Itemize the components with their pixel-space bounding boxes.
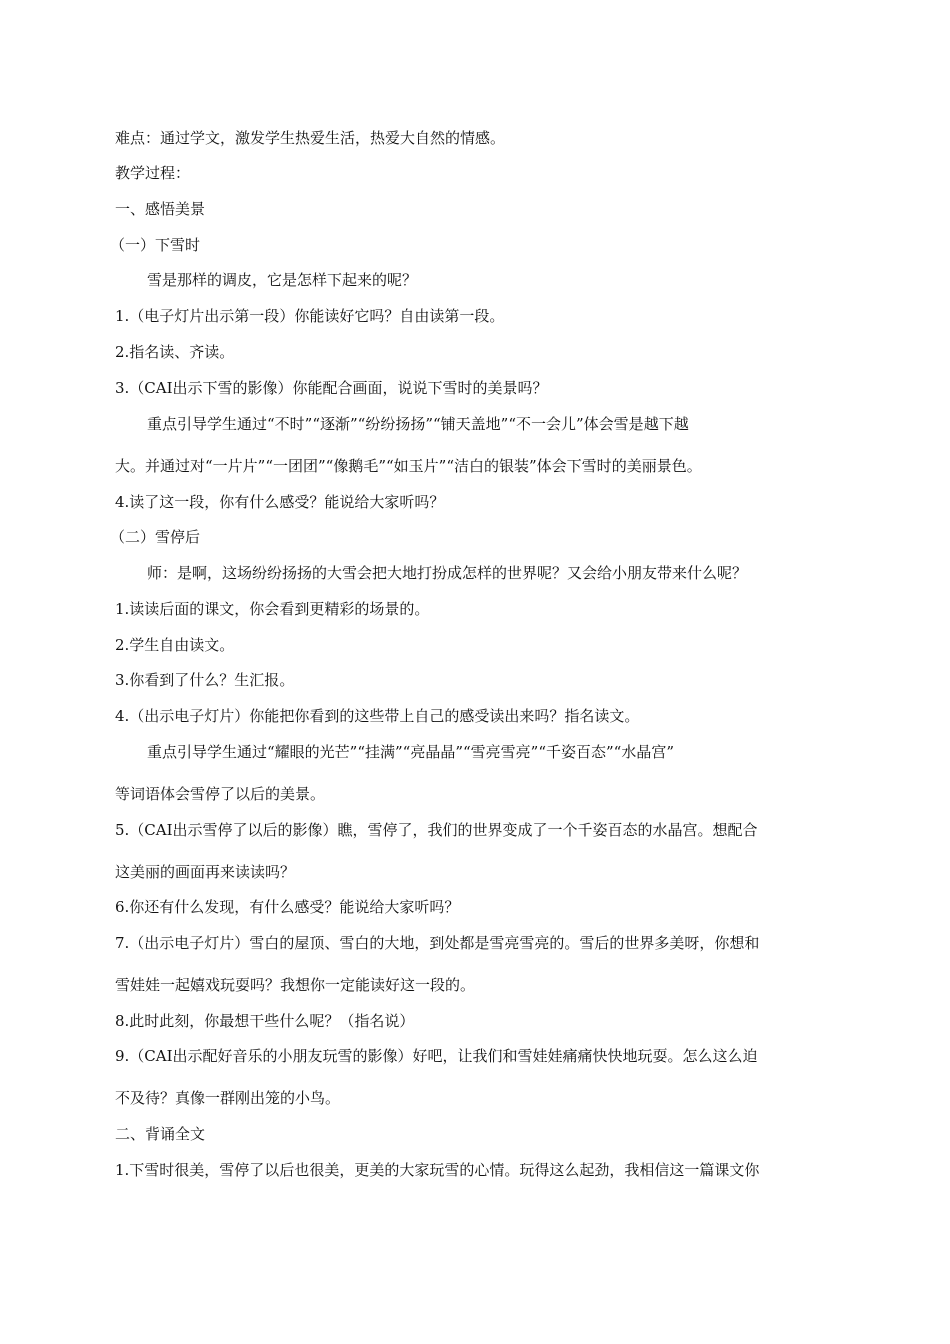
subsection-heading-1: （一）下雪时 — [110, 236, 201, 254]
text-line: 不及待？真像一群刚出笼的小鸟。 — [115, 1089, 341, 1107]
text-line-difficulty: 难点：通过学文，激发学生热爱生活，热爱大自然的情感。 — [115, 129, 506, 147]
section-heading-1: 一、感悟美景 — [115, 200, 206, 218]
text-line: 等词语体会雪停了以后的美景。 — [115, 785, 326, 803]
text-line: 重点引导学生通过“耀眼的光芒”“挂满”“亮晶晶”“雪亮雪亮”“千姿百态”“水晶宫” — [147, 743, 675, 761]
text-line: 雪娃娃一起嬉戏玩耍吗？我想你一定能读好这一段的。 — [115, 976, 476, 994]
text-line: 师：是啊，这场纷纷扬扬的大雪会把大地打扮成怎样的世界呢？又会给小朋友带来什么呢？ — [147, 564, 748, 582]
section-heading-2: 二、背诵全文 — [115, 1125, 206, 1143]
list-item: 1.读读后面的课文，你会看到更精彩的场景的。 — [115, 600, 430, 618]
list-item: 4.（出示电子灯片）你能把你看到的这些带上自己的感受读出来吗？指名读文。 — [115, 707, 640, 725]
list-item: 9.（CAI出示配好音乐的小朋友玩雪的影像）好吧，让我们和雪娃娃痛痛快快地玩耍。怎么这么迫 — [115, 1047, 758, 1065]
text-line: 这美丽的画面再来读读吗？ — [115, 863, 296, 881]
text-line-process-heading: 教学过程： — [115, 164, 191, 182]
list-item: 1.（电子灯片出示第一段）你能读好它吗？自由读第一段。 — [115, 307, 505, 325]
text-line: 重点引导学生通过“不时”“逐渐”“纷纷扬扬”“铺天盖地”“不一会儿”体会雪是越下越 — [147, 415, 689, 433]
list-item: 1.下雪时很美，雪停了以后也很美，更美的大家玩雪的心情。玩得这么起劲，我相信这一篇课文你 — [115, 1161, 760, 1179]
list-item: 2.指名读、齐读。 — [115, 343, 235, 361]
text-line: 雪是那样的调皮，它是怎样下起来的呢？ — [147, 271, 418, 289]
list-item: 3.你看到了什么？生汇报。 — [115, 671, 295, 689]
list-item: 3.（CAI出示下雪的影像）你能配合画面，说说下雪时的美景吗？ — [115, 379, 548, 397]
list-item: 4.读了这一段，你有什么感受？能说给大家听吗？ — [115, 493, 445, 511]
list-item: 8.此时此刻，你最想干些什么呢？（指名说） — [115, 1012, 415, 1030]
subsection-heading-2: （二）雪停后 — [110, 528, 201, 546]
list-item: 5.（CAI出示雪停了以后的影像）瞧，雪停了，我们的世界变成了一个千姿百态的水晶宫。想配合 — [115, 821, 758, 839]
list-item: 6.你还有什么发现，有什么感受？能说给大家听吗？ — [115, 898, 460, 916]
list-item: 7.（出示电子灯片）雪白的屋顶、雪白的大地，到处都是雪亮雪亮的。雪后的世界多美呀，你想和 — [115, 934, 760, 952]
list-item: 2.学生自由读文。 — [115, 636, 235, 654]
text-line: 大。并通过对“一片片”“一团团”“像鹅毛”“如玉片”“洁白的银装”体会下雪时的美丽景色。 — [115, 457, 702, 475]
